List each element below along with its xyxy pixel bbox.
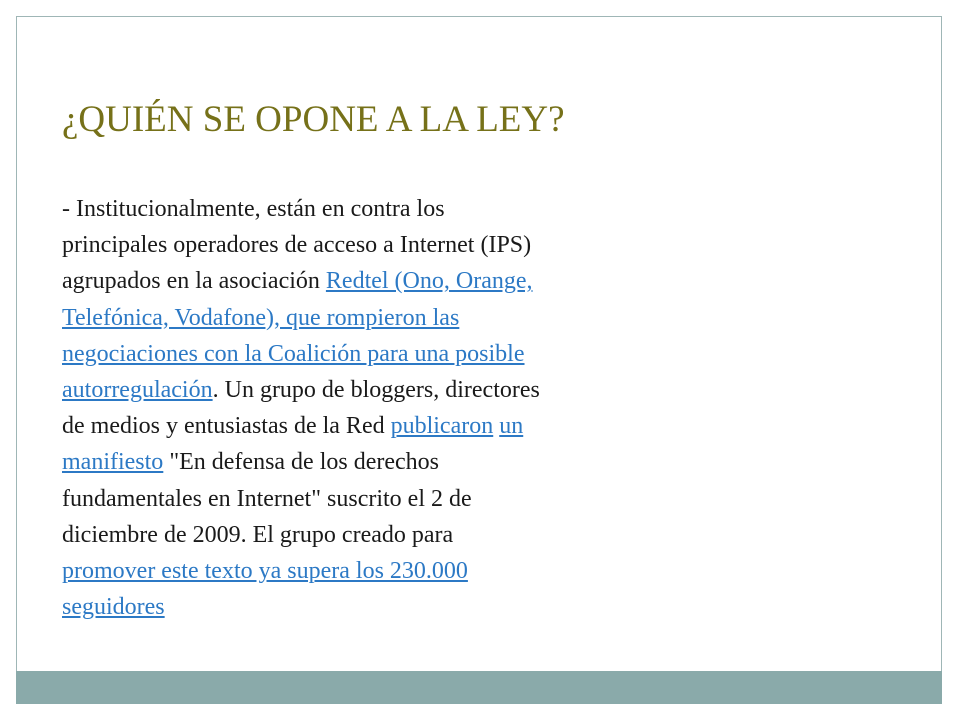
body-text: agrupados en la asociación xyxy=(62,268,326,295)
body-line xyxy=(62,191,722,227)
body-line xyxy=(62,481,722,517)
body-text: de medios y entusiastas de la Red xyxy=(62,413,391,440)
body-line xyxy=(62,227,722,263)
body-line xyxy=(62,408,722,444)
footer-band xyxy=(16,671,942,704)
seguidores-link[interactable]: promover este texto ya supera los 230.000 xyxy=(62,558,468,585)
slide-title: ¿QUIÉN SE OPONE A LA LEY? xyxy=(62,99,565,140)
body-text: "En defensa de los derechos xyxy=(163,449,440,476)
body-line xyxy=(62,336,722,372)
body-line xyxy=(62,589,722,625)
seguidores-link[interactable]: seguidores xyxy=(62,594,165,621)
body-line xyxy=(62,372,722,408)
redtel-link[interactable]: Redtel (Ono, Orange, xyxy=(325,268,533,295)
body-line xyxy=(62,263,722,299)
redtel-link[interactable]: Telefónica, Vodafone), que rompieron las xyxy=(62,304,460,331)
manifiesto-link[interactable]: manifiesto xyxy=(62,449,164,476)
slide-body xyxy=(62,191,722,625)
body-text: - Institucionalmente, están en contra los xyxy=(62,196,445,222)
redtel-link[interactable]: negociaciones con la Coalición para una posible xyxy=(62,340,525,367)
body-line xyxy=(62,553,722,589)
body-line xyxy=(62,444,722,480)
publicaron-link[interactable]: publicaron xyxy=(390,413,494,440)
body-text: diciembre de 2009. El grupo creado para xyxy=(62,521,454,548)
redtel-link[interactable]: autorregulación xyxy=(62,377,213,404)
body-text: . Un grupo de bloggers, directores xyxy=(212,377,540,404)
body-text: fundamentales en Internet" suscrito el 2 de xyxy=(62,485,472,512)
body-line xyxy=(62,517,722,553)
body-text: principales operadores de acceso a Internet (IPS) xyxy=(62,232,532,259)
manifiesto-link[interactable]: un xyxy=(499,413,524,440)
body-line xyxy=(62,300,722,336)
